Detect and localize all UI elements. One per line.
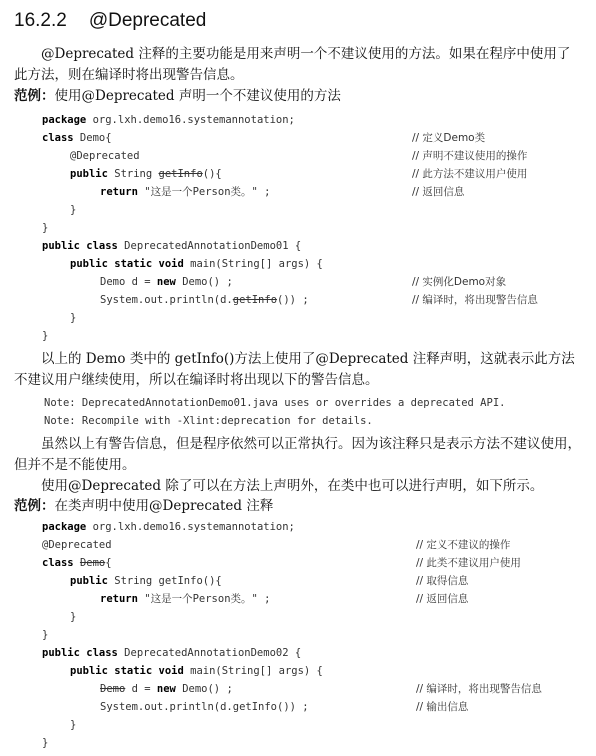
- code-text: }: [42, 330, 49, 342]
- code-comment: // 取得信息: [416, 575, 469, 587]
- example-text: 使用@Deprecated 声明一个不建议使用的方法: [54, 88, 341, 104]
- code-line: [70, 608, 76, 626]
- code-line: [100, 291, 309, 309]
- code-line: [42, 554, 112, 572]
- code-text: org.lxh.demo16.systemannotation;: [86, 114, 295, 126]
- code-line: [70, 572, 222, 590]
- code-text: System.out.println(d.: [100, 294, 233, 306]
- code-text: Demo() ;: [175, 276, 233, 288]
- code-text: main(String[] args) {: [183, 258, 323, 270]
- example2-caption: [14, 496, 273, 516]
- code-line: [42, 111, 295, 129]
- code-line: [70, 716, 76, 734]
- code-line: [42, 237, 301, 255]
- code-keyword: public class: [42, 647, 118, 659]
- code-text: }: [42, 222, 49, 234]
- compiler-output-line: Note: DeprecatedAnnotationDemo01.java uses or overrides a deprecated API.: [44, 397, 506, 409]
- code-keyword: package: [42, 114, 87, 126]
- code-keyword: public: [70, 168, 108, 180]
- code-comment: // 此方法不建议用户使用: [412, 168, 528, 180]
- code-text: (){: [202, 168, 222, 180]
- code-comment: // 返回信息: [412, 186, 465, 198]
- code-comment: // 此类不建议用户使用: [416, 557, 521, 569]
- code-text: }: [70, 312, 77, 324]
- code-keyword: return: [100, 186, 138, 198]
- example1-caption: [14, 86, 341, 106]
- code-text: "这是一个Person类。" ;: [137, 186, 271, 198]
- code-text: String: [107, 168, 159, 180]
- code-deprecated-token: getInfo: [232, 294, 278, 306]
- code-text: }: [42, 737, 49, 749]
- code-text: @Deprecated: [70, 150, 140, 162]
- code-text: ()) ;: [277, 294, 309, 306]
- code-line: [100, 680, 233, 698]
- explain-paragraph-3: 使用@Deprecated 除了可以在方法上声明外，在类中也可以进行声明，如下所示。: [41, 478, 544, 494]
- code-line: [42, 644, 301, 662]
- example-label: 范例：: [14, 88, 55, 104]
- code-keyword: class: [42, 557, 74, 569]
- code-text: org.lxh.demo16.systemannotation;: [86, 521, 295, 533]
- code-deprecated-token: Demo: [100, 683, 126, 695]
- code-keyword: public static void: [70, 258, 184, 270]
- code-deprecated-token: getInfo: [158, 168, 203, 180]
- explain-paragraph-1: 以上的 Demo 类中的 getInfo()方法上使用了@Deprecated 注释声明，这就表示此方法不建议用户继续使用，所以在编译时将出现以下的警告信息。: [14, 351, 575, 388]
- code-text: Demo{: [73, 132, 112, 144]
- code-line: [70, 201, 76, 219]
- code-text: }: [70, 204, 77, 216]
- code-line: [42, 129, 112, 147]
- code-keyword: package: [42, 521, 87, 533]
- code-comment: // 编译时，将出现警告信息: [412, 294, 538, 306]
- code-text: d =: [125, 683, 157, 695]
- code-comment: // 编译时，将出现警告信息: [416, 683, 542, 695]
- code-line: [70, 147, 140, 165]
- code-text: DeprecatedAnnotationDemo02 {: [117, 647, 302, 659]
- code-comment: // 定义Demo类: [412, 132, 486, 144]
- code-line: [70, 662, 323, 680]
- code-line: [42, 536, 112, 554]
- code-line: [70, 165, 222, 183]
- section-title: @Deprecated: [88, 10, 207, 31]
- code-line: [100, 183, 270, 201]
- code-line: [70, 255, 323, 273]
- code-keyword: new: [156, 683, 176, 695]
- code-text: @Deprecated: [42, 539, 112, 551]
- code-text: DeprecatedAnnotationDemo01 {: [117, 240, 302, 252]
- code-comment: // 声明不建议使用的操作: [412, 150, 528, 162]
- code-line: [42, 734, 48, 752]
- code-comment: // 实例化Demo对象: [412, 276, 507, 288]
- code-text: "这是一个Person类。" ;: [137, 593, 271, 605]
- code-comment: // 输出信息: [416, 701, 469, 713]
- example-label: 范例：: [14, 498, 55, 514]
- code-keyword: class: [42, 132, 74, 144]
- code-comment: // 返回信息: [416, 593, 469, 605]
- code-text: main(String[] args) {: [183, 665, 323, 677]
- code-deprecated-token: Demo: [79, 557, 106, 569]
- code-line: [42, 327, 48, 345]
- code-text: String getInfo(){: [107, 575, 222, 587]
- code-line: [100, 698, 309, 716]
- code-line: [100, 273, 233, 291]
- code-text: Demo() ;: [175, 683, 233, 695]
- code-keyword: public static void: [70, 665, 184, 677]
- code-line: [42, 518, 295, 536]
- code-line: [42, 626, 48, 644]
- section-number: 16.2.2: [14, 10, 67, 31]
- code-comment: // 定义不建议的操作: [416, 539, 511, 551]
- compiler-output-line: Note: Recompile with -Xlint:deprecation for details.: [44, 415, 373, 427]
- section-heading: [14, 10, 206, 32]
- code-line: [100, 590, 270, 608]
- code-keyword: new: [156, 276, 176, 288]
- code-text: System.out.println(d.getInfo()) ;: [100, 701, 309, 713]
- code-text: Demo d =: [100, 276, 157, 288]
- code-text: }: [70, 719, 77, 731]
- explain-paragraph-2: 虽然以上有警告信息，但是程序依然可以正常执行。因为该注释只是表示方法不建议使用，但并不是不能使用。: [14, 436, 581, 473]
- code-keyword: public: [70, 575, 108, 587]
- code-text: }: [42, 629, 49, 641]
- code-text: }: [70, 611, 77, 623]
- code-keyword: public class: [42, 240, 118, 252]
- code-line: [42, 219, 48, 237]
- code-text: {: [105, 557, 112, 569]
- code-line: [70, 309, 76, 327]
- code-keyword: return: [100, 593, 138, 605]
- example-text: 在类声明中使用@Deprecated 注释: [54, 498, 274, 514]
- intro-paragraph: @Deprecated 注释的主要功能是用来声明一个不建议使用的方法。如果在程序中使用了此方法，则在编译时将出现警告信息。: [14, 46, 571, 83]
